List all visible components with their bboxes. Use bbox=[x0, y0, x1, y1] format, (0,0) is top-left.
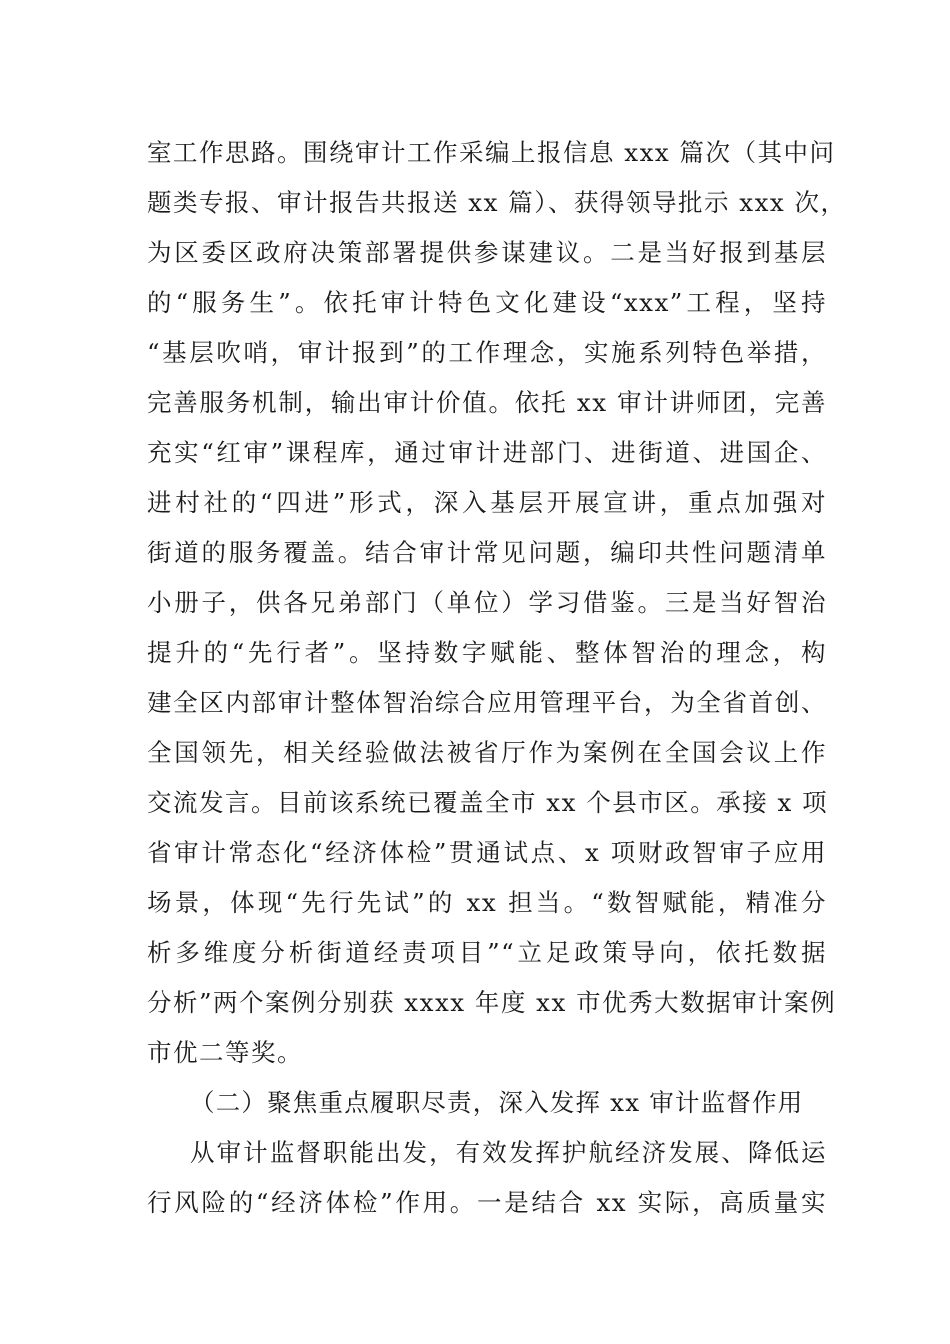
section-heading: （二）聚焦重点履职尽责，深入发挥 xx 审计监督作用 bbox=[190, 1088, 804, 1117]
text-line: 省审计常态化“经济体检”贯通试点、x 项财政智审子应用 bbox=[147, 838, 827, 867]
text-line: 交流发言。目前该系统已覆盖全市 xx 个县市区。承接 x 项 bbox=[147, 788, 829, 817]
text-line: 完善服务机制，输出审计价值。依托 xx 审计讲师团，完善 bbox=[147, 388, 827, 417]
text-line: 全国领先，相关经验做法被省厅作为案例在全国会议上作 bbox=[147, 738, 827, 767]
text-line: 题类专报、审计报告共报送 xx 篇）、获得领导批示 xxx 次， bbox=[147, 188, 847, 217]
text-line: 建全区内部审计整体智治综合应用管理平台，为全省首创、 bbox=[147, 688, 827, 717]
text-line: 场景，体现“先行先试”的 xx 担当。“数智赋能，精准分 bbox=[147, 888, 827, 917]
text-line: “基层吹哨，审计报到”的工作理念，实施系列特色举措， bbox=[147, 338, 827, 367]
text-line: 小册子，供各兄弟部门（单位）学习借鉴。三是当好智治 bbox=[147, 588, 827, 617]
text-line: 市优二等奖。 bbox=[147, 1038, 303, 1067]
text-line: 提升的“先行者”。坚持数字赋能、整体智治的理念，构 bbox=[147, 638, 827, 667]
text-line: 从审计监督职能出发，有效发挥护航经济发展、降低运 bbox=[190, 1138, 827, 1167]
text-line: 室工作思路。围绕审计工作采编上报信息 xxx 篇次（其中问 bbox=[147, 138, 836, 167]
text-line: 进村社的“四进”形式，深入基层开展宣讲，重点加强对 bbox=[147, 488, 827, 517]
text-line: 行风险的“经济体检”作用。一是结合 xx 实际，高质量实 bbox=[147, 1188, 827, 1217]
text-line: 为区委区政府决策部署提供参谋建议。二是当好报到基层 bbox=[147, 238, 827, 267]
text-line: 分析”两个案例分别获 xxxx 年度 xx 市优秀大数据审计案例 bbox=[147, 988, 837, 1017]
text-line: 充实“红审”课程库，通过审计进部门、进街道、进国企、 bbox=[147, 438, 827, 467]
text-line: 析多维度分析街道经责项目”“立足政策导向，依托数据 bbox=[147, 938, 827, 967]
text-line: 的“服务生”。依托审计特色文化建设“xxx”工程，坚持 bbox=[147, 288, 827, 317]
text-line: 街道的服务覆盖。结合审计常见问题，编印共性问题清单 bbox=[147, 538, 827, 567]
